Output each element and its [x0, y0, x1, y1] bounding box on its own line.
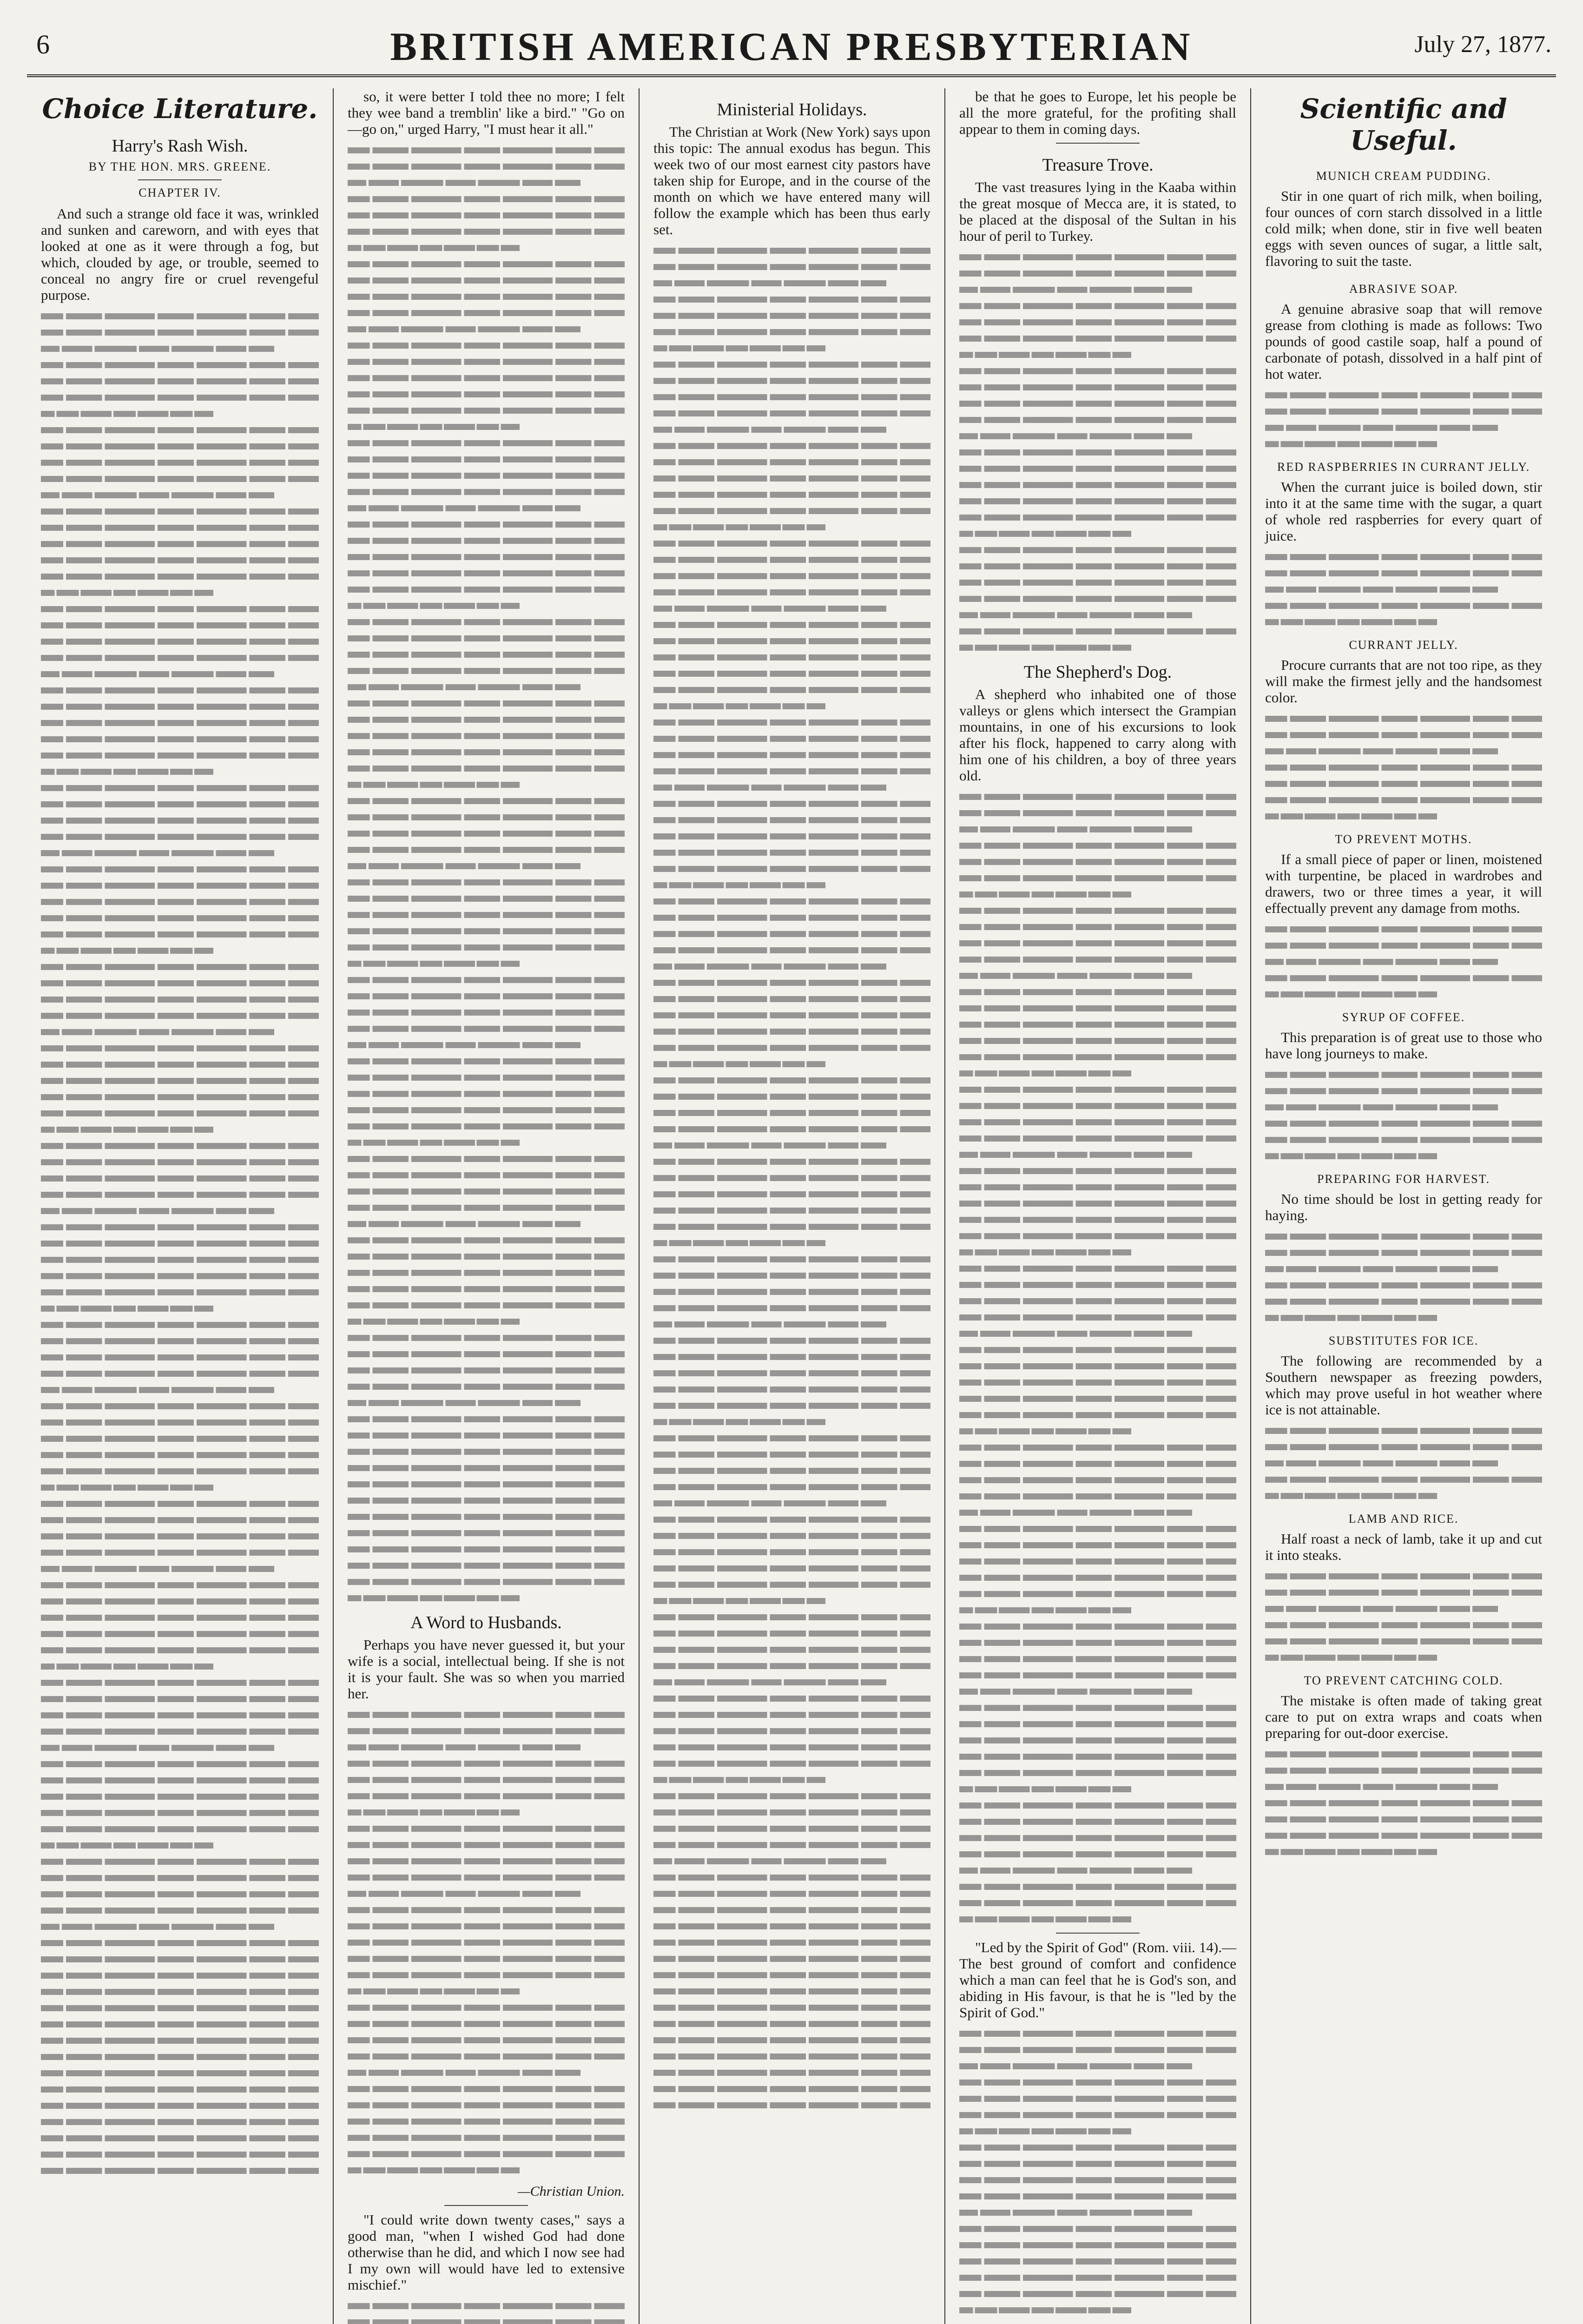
chapter-heading: CHAPTER IV.	[139, 186, 221, 199]
body-text-continuation	[959, 254, 1236, 651]
paragraph: The mistake is often made of taking great care to put on extra wraps and coats when preparing for out-door exercise.	[1265, 1692, 1542, 1741]
columns	[27, 88, 1556, 2324]
recipe-heading: MUNICH CREAM PUDDING.	[1316, 169, 1491, 183]
recipe-heading: PREPARING FOR HARVEST.	[1317, 1172, 1491, 1186]
article-body	[653, 124, 930, 238]
article-body	[959, 1939, 1236, 2020]
body-text-continuation	[348, 2303, 625, 2324]
recipe-heading: TO PREVENT CATCHING COLD.	[1304, 1674, 1504, 1687]
paragraph: The following are recommended by a Southern newspaper as freezing powders, which may prove useful in hot weather where ice is not attainable.	[1265, 1353, 1542, 1418]
paragraph: Stir in one quart of rich milk, when boiling, four ounces of corn starch dissolved in a little cold milk; when done, stir in five well beaten eggs with seven ounces of sugar, a little salt, flavoring to suit the taste.	[1265, 188, 1542, 269]
article-body	[959, 179, 1236, 244]
paragraph: "Led by the Spirit of God" (Rom. viii. 14).—The best ground of comfort and confidence which a man can feel that he is God's son, and abiding in His favour, is that he is "led by the Spirit of God."	[959, 1939, 1236, 2020]
article-body-continued	[348, 88, 625, 137]
story-title: Harry's Rash Wish.	[112, 136, 248, 156]
divider	[444, 2205, 528, 2206]
paragraph: This preparation is of great use to those who have long journeys to make.	[1265, 1029, 1542, 1062]
body-text-continuation	[1265, 1234, 1542, 1321]
body-text-continuation	[1265, 1428, 1542, 1499]
body-text-continuation	[348, 1712, 625, 2173]
recipe-text	[1265, 1531, 1542, 1563]
paragraph: And such a strange old face it was, wrinkled and sunken and careworn, and with eyes that looked at one as it were through a fog, but which, clouded by age, or trouble, seemed to conceal no angry fire or cruel revengeful purpose.	[41, 205, 319, 303]
body-text-continuation	[653, 248, 930, 2108]
issue-date: July 27, 1877.	[1414, 31, 1551, 58]
column-1	[27, 88, 333, 2324]
section-heading-scientific-useful: Scientific and Useful.	[1300, 93, 1507, 156]
recipe-heading: TO PREVENT MOTHS.	[1335, 832, 1472, 846]
recipe-text	[1265, 188, 1542, 269]
paragraph: so, it were better I told thee no more; I felt they wee band a tremblin' like a bird." "Go on—go on," urged Harry, "I must hear it all."	[348, 88, 625, 137]
recipe-text	[1265, 1029, 1542, 1062]
paragraph: If a small piece of paper or linen, moistened with turpentine, be placed in wardrobes and drawers, two or three times a year, it will effectually prevent any damage from moths.	[1265, 851, 1542, 916]
masthead	[27, 19, 1556, 77]
body-text-continuation	[348, 147, 625, 1601]
recipe-text	[1265, 301, 1542, 382]
recipe-text	[1265, 851, 1542, 916]
body-text-continuation	[1265, 1573, 1542, 1661]
column-4	[944, 88, 1250, 2324]
paragraph: The vast treasures lying in the Kaaba within the great mosque of Mecca are, it is stated, to be placed at the disposal of the Sultan in his hour of peril to Turkey.	[959, 179, 1236, 244]
body-text-continuation	[1265, 392, 1542, 447]
paragraph: A genuine abrasive soap that will remove grease from clothing is made as follows: Two pounds of good castile soap, half a pound of carbonate of potash, dissolved in a half pint of hot water.	[1265, 301, 1542, 382]
article-source: —Christian Union.	[517, 2184, 625, 2199]
paragraph: Perhaps you have never guessed it, but your wife is a social, intellectual being. If she is not it is your fault. She was so when you married her.	[348, 1637, 625, 1702]
story-title: The Shepherd's Dog.	[1023, 662, 1172, 682]
newspaper-title: BRITISH AMERICAN PRESBYTERIAN	[390, 24, 1193, 69]
recipe-heading: SYRUP OF COFFEE.	[1342, 1010, 1465, 1024]
body-text-continuation	[1265, 1072, 1542, 1159]
paragraph: Half roast a neck of lamb, take it up and cut it into steaks.	[1265, 1531, 1542, 1563]
article-body	[348, 2212, 625, 2293]
body-text-continuation	[1265, 716, 1542, 819]
recipe-heading: SUBSTITUTES FOR ICE.	[1328, 1334, 1479, 1347]
recipe-text	[1265, 657, 1542, 706]
section-heading-choice-literature: Choice Literature.	[42, 93, 318, 125]
paragraph: be that he goes to Europe, let his people be all the more grateful, for the profiting shall appear to them in coming days.	[959, 88, 1236, 137]
byline: BY THE HON. MRS. GREENE.	[88, 160, 271, 173]
paragraph: No time should be lost in getting ready for haying.	[1265, 1191, 1542, 1223]
recipe-heading: LAMB AND RICE.	[1348, 1512, 1459, 1525]
body-text-continuation	[1265, 554, 1542, 625]
divider	[1056, 143, 1140, 144]
recipe-text	[1265, 1191, 1542, 1223]
paragraph: The Christian at Work (New York) says upon this topic: The annual exodus has begun. This week two of our most earnest city pastors have taken ship for Europe, and in the course of the month on which we have entered many will follow the example which has been thus early set.	[653, 124, 930, 238]
recipe-text	[1265, 1353, 1542, 1418]
paragraph: When the currant juice is boiled down, stir into it at the same time with the sugar, a quart of whole red raspberries for every quart of juice.	[1265, 479, 1542, 544]
article-body-continued	[959, 88, 1236, 137]
body-text-continuation	[1265, 926, 1542, 997]
paragraph: Procure currants that are not too ripe, as they will make the firmest jelly and the handsomest color.	[1265, 657, 1542, 706]
body-text-continuation	[959, 2031, 1236, 2313]
divider	[1056, 1933, 1140, 1934]
column-3	[639, 88, 944, 2324]
recipe-text	[1265, 1692, 1542, 1741]
recipe-heading: RED RASPBERRIES IN CURRANT JELLY.	[1277, 460, 1530, 474]
story-title: A Word to Husbands.	[410, 1613, 562, 1632]
divider	[138, 179, 222, 180]
article-body	[41, 205, 319, 303]
article-body	[959, 686, 1236, 784]
recipe-text	[1265, 479, 1542, 544]
paragraph: A shepherd who inhabited one of those valleys or glens which intersect the Grampian mountains, in one of his excursions to look after his flock, happened to carry along with him one of his children, a boy of three years old.	[959, 686, 1236, 784]
body-text-continuation	[959, 794, 1236, 1922]
body-text-continuation	[41, 313, 319, 2174]
column-5	[1250, 88, 1556, 2324]
recipe-heading: CURRANT JELLY.	[1349, 638, 1458, 652]
body-text-continuation	[1265, 1751, 1542, 1855]
page-number: 6	[36, 29, 50, 59]
article-body	[348, 1637, 625, 1702]
recipe-heading: ABRASIVE SOAP.	[1349, 282, 1458, 296]
story-title: Ministerial Holidays.	[717, 100, 867, 119]
column-2	[333, 88, 639, 2324]
story-title: Treasure Trove.	[1042, 155, 1154, 175]
paragraph: "I could write down twenty cases," says a good man, "when I wished God had done otherwise than he did, and which I now see had I my own will would have led to extensive mischief."	[348, 2212, 625, 2293]
